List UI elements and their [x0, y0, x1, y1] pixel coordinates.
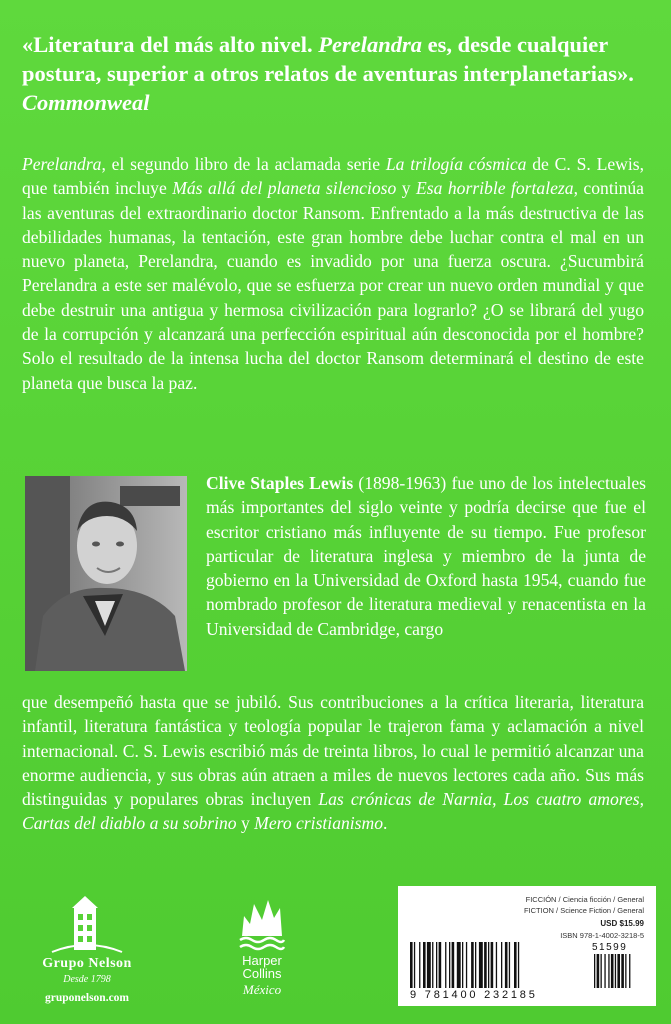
author-bio-top: Clive Staples Lewis (1898-1963) fue uno de los intelectuales más importantes del siglo veinte y podría decirse que fue el escritor cristiano más influyente de su tiempo. Fue profesor particular de literatura inglesa y miembro de la junta de gobierno en la Universidad de Oxford hasta 1954, cuando fue nombrado profesor de literatura medieval y renacentista en la Universidad de Cambridge, cargo — [206, 473, 647, 639]
barcode-bar — [479, 942, 483, 988]
barcode-bar — [491, 942, 494, 988]
addon-bar — [629, 954, 630, 988]
addon-bar — [597, 954, 600, 988]
addon-bar — [625, 954, 626, 988]
barcode-bar — [484, 942, 487, 988]
barcode-bar — [452, 942, 455, 988]
addon-bar — [604, 954, 605, 988]
barcode-bar — [471, 942, 474, 988]
author-bio-bottom: que desempeñó hasta que se jubiló. Sus contribuciones a la crítica literaria, literatura infantil, literatura fantástica y teología popular le trajeron fama y aclamación a nivel internacional. C. S. Lewis escribió más de treinta libros, lo cual le permitió alcanzar una enorme audiencia, y sus obras aún atraen a miles de nuevos lectores cada año. Sus más distinguidas y populares obras incluyen Las crónicas de Narnia, Los cuatro amores, Cartas del diablo a su sobrino y Mero cristianismo. — [22, 692, 644, 834]
nelson-name: Grupo Nelson — [42, 956, 132, 971]
harpercollins-country: México — [242, 982, 282, 997]
synopsis: Perelandra, el segundo libro de la aclamada serie La trilogía cósmica de C. S. Lewis, que también incluye Más allá del planeta silencioso y Esa horrible fortaleza, continúa las aventuras del extraordinario doctor Ransom. Enfrentado a la más destructiva de las debilidades humanas, la tentación, este gran hombre debe luchar contra el mal en un nuevo planeta, Perelandra, cuando es invadido por una fuerza oscura. ¿Sucumbirá Perelandra a este ser malévolo, que se esfuerza por crear un nuevo orden mundial y que debe destruir una antigua y hermosa civilización para lograrlo? ¿O se librará del yugo de la corrupción y alcanzará una perfección espiritual aún desconocida por el hombre? Solo el resultado de la intensa lucha del doctor Ransom determinará el destino de este planeta que busca la paz. — [22, 154, 644, 393]
addon-bar — [601, 954, 602, 988]
barcode-bar — [496, 942, 497, 988]
grupo-nelson-logo — [22, 890, 152, 1005]
nelson-url: gruponelson.com — [44, 992, 130, 1004]
harpercollins-logo — [232, 896, 292, 1006]
barcode-bar — [423, 942, 426, 988]
barcode-bar — [436, 942, 437, 988]
barcode-bar — [414, 942, 415, 988]
author-name: Clive Staples Lewis — [206, 473, 354, 493]
addon-bar — [617, 954, 620, 988]
lighthouse-icon — [22, 890, 152, 954]
barcode-bar — [419, 942, 420, 988]
barcode-bar — [462, 942, 463, 988]
quote-source: Commonweal — [22, 90, 150, 115]
barcode-bar — [466, 942, 467, 988]
barcode-bar — [509, 942, 510, 988]
author-photo — [25, 476, 187, 671]
addon-bar — [608, 954, 609, 988]
barcode-bar — [457, 942, 461, 988]
addon-bar — [621, 954, 624, 988]
barcode-bar — [501, 942, 502, 988]
barcode-bar — [445, 942, 446, 988]
review-quote: «Literatura del más alto nivel. Perelandra es, desde cualquier postura, superior a otros relatos de aventuras interplanetarias». Commonweal — [22, 32, 634, 115]
category-en: FICTION / Science Fiction / General — [523, 906, 644, 915]
addon-bar — [611, 954, 614, 988]
barcode-bar — [505, 942, 508, 988]
price: USD $15.99 — [600, 919, 644, 928]
fire-water-icon — [232, 896, 292, 952]
addon-bar — [615, 954, 616, 988]
barcode-bar — [439, 942, 442, 988]
barcode-label — [398, 886, 656, 1006]
nelson-since: Desde 1798 — [63, 974, 111, 985]
barcode-bar — [427, 942, 431, 988]
harpercollins-name: Harper Collins — [242, 953, 282, 981]
category-es: FICCIÓN / Ciencia ficción / General — [525, 895, 644, 904]
barcode-bar — [410, 942, 413, 988]
isbn: ISBN 978-1-4002-3218-5 — [560, 931, 644, 940]
addon-bar — [594, 954, 595, 988]
quote-book-title: Perelandra — [318, 32, 422, 57]
barcode-bar — [518, 942, 519, 988]
barcode-bar — [488, 942, 489, 988]
addon-number: 51599 — [592, 942, 628, 953]
barcode-bar — [514, 942, 517, 988]
ean-number: 9 781400 232185 — [410, 989, 538, 1001]
barcode-bar — [475, 942, 476, 988]
barcode-bar — [449, 942, 450, 988]
barcode-bar — [432, 942, 433, 988]
